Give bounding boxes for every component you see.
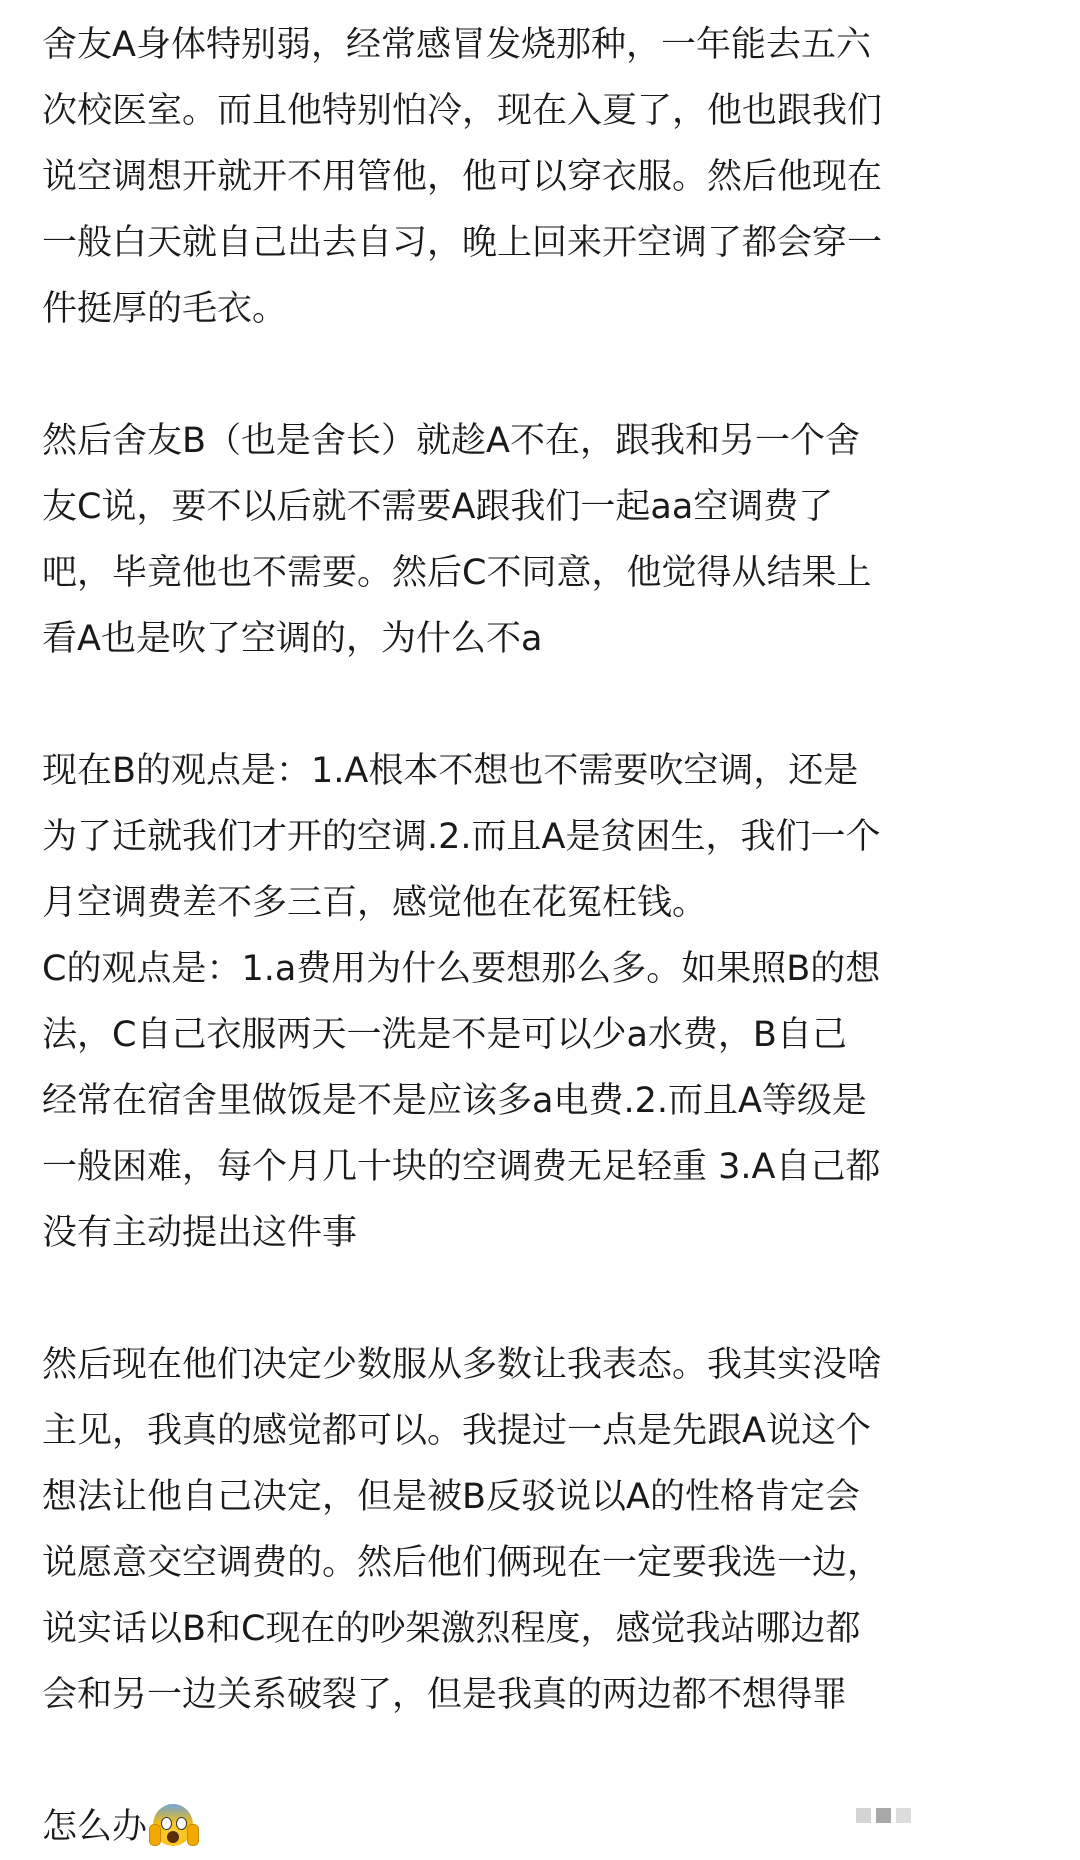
face-screaming-in-fear-icon [151, 1802, 195, 1848]
watermark-square [856, 1808, 871, 1823]
emoji-pale-top [153, 1804, 193, 1824]
text-line: 一般白天就自己出去自习，晚上回来开空调了都会穿一 [42, 223, 883, 263]
watermark-square [896, 1808, 911, 1823]
text-line: 吧，毕竟他也不需要。然后C不同意，他觉得从结果上 [42, 553, 872, 593]
watermark-squares [856, 1808, 911, 1823]
text-line: 会和另一边关系破裂了，但是我真的两边都不想得罪 [42, 1675, 848, 1715]
text-line: 经常在宿舍里做饭是不是应该多a电费.2.而且A等级是 [42, 1081, 867, 1121]
emoji-eye-left [161, 1817, 172, 1830]
watermark-square [876, 1808, 891, 1823]
text-line: 看A也是吹了空调的，为什么不a [42, 619, 543, 659]
paragraph-gap [42, 342, 1042, 408]
text-line: 然后现在他们决定少数服从多数让我表态。我其实没啥 [42, 1345, 883, 1385]
text-line: 想法让他自己决定，但是被B反驳说以A的性格肯定会 [42, 1477, 860, 1517]
closing-text: 怎么办 [42, 1807, 148, 1847]
emoji-eye-right [176, 1817, 187, 1830]
text-line: 舍友A身体特别弱，经常感冒发烧那种，一年能去五六 [42, 25, 871, 65]
text-line: 友C说，要不以后就不需要A跟我们一起aa空调费了 [42, 487, 834, 527]
text-line: 次校医室。而且他特别怕冷，现在入夏了，他也跟我们 [42, 91, 883, 131]
emoji-hand-left [149, 1824, 161, 1846]
paragraph-gap [42, 1266, 1042, 1332]
text-line: 没有主动提出这件事 [42, 1213, 358, 1253]
text-line: 法，C自己衣服两天一洗是不是可以少a水费，B自己 [42, 1015, 847, 1055]
paragraph-gap [42, 672, 1042, 738]
text-line: 然后舍友B（也是舍长）就趁A不在，跟我和另一个舍 [42, 421, 860, 461]
post-body [42, 12, 1042, 1860]
text-line: C的观点是：1.a费用为什么要想那么多。如果照B的想 [42, 949, 881, 989]
text-line: 件挺厚的毛衣。 [42, 289, 288, 329]
text-line: 现在B的观点是：1.A根本不想也不需要吹空调，还是 [42, 751, 859, 791]
text-line: 说空调想开就开不用管他，他可以穿衣服。然后他现在 [42, 157, 883, 197]
emoji-hand-right [187, 1824, 199, 1846]
closing-line [42, 1794, 1042, 1860]
text-line: 主见，我真的感觉都可以。我提过一点是先跟A说这个 [42, 1411, 871, 1451]
text-line: 月空调费差不多三百，感觉他在花冤枉钱。 [42, 883, 708, 923]
text-line: 一般困难，每个月几十块的空调费无足轻重 3.A自己都 [42, 1147, 881, 1187]
text-line: 说愿意交空调费的。然后他们俩现在一定要我选一边， [42, 1543, 883, 1583]
paragraph-gap [42, 1728, 1042, 1794]
text-line: 为了迁就我们才开的空调.2.而且A是贫困生，我们一个 [42, 817, 881, 857]
text-line: 说实话以B和C现在的吵架激烈程度，感觉我站哪边都 [42, 1609, 861, 1649]
